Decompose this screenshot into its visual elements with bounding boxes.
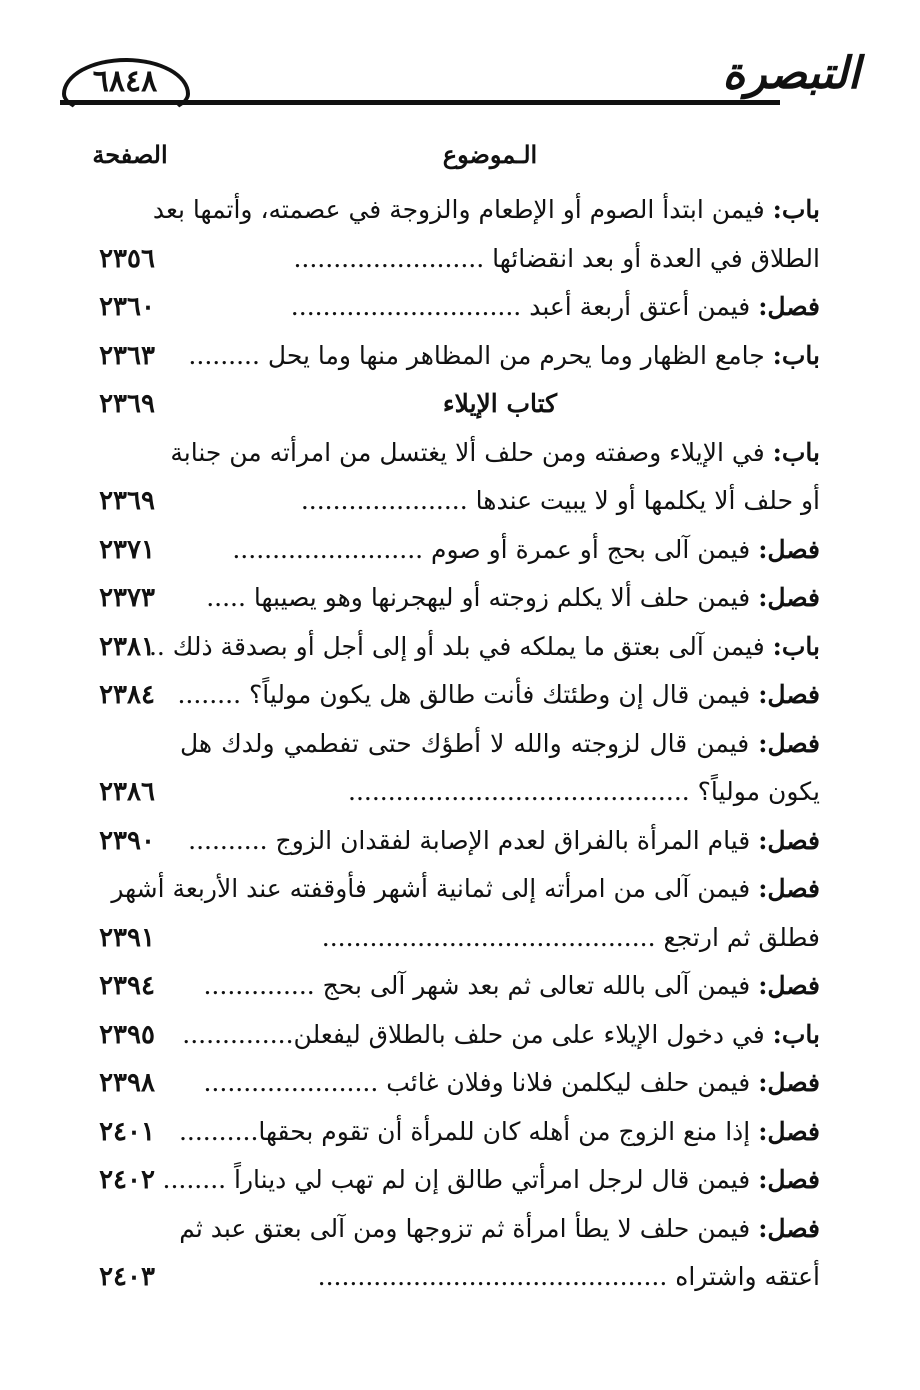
toc-entry-title: فيمن آلى من امرأته إلى ثمانية أشهر فأوقفته عند الأربعة أشهر [111, 874, 751, 903]
toc-entry-label: فصل: [758, 971, 820, 1000]
column-header-page: الصفحة [92, 140, 168, 169]
toc-entry-title: فيمن حلف لا يطأ امرأة ثم تزوجها ومن آلى بعتق عبد ثم [179, 1213, 751, 1243]
toc-entry-title: فيمن قال لزوجته والله لا أطؤك حتى تفطمي ولدك هل [180, 728, 750, 758]
toc-entry-text [152, 186, 820, 234]
column-header-topic: الـموضوع [442, 140, 538, 169]
toc-entry-text [180, 1205, 820, 1253]
toc-book-heading [180, 380, 820, 428]
toc-entry-title: فيمن قال إن وطئتك فأنت طالق هل يكون مولياً؟ ........ [177, 680, 751, 709]
toc-row [0, 817, 920, 866]
toc-entry-title: في دخول الإيلاء على من حلف بالطلاق ليفعلن.............. [182, 1019, 765, 1049]
toc-row-book-heading [0, 380, 920, 429]
toc-entry-page: ٢٤٠٣ [99, 1262, 155, 1292]
toc-entry-text [180, 962, 820, 1010]
toc-row [0, 574, 920, 623]
toc-entry-title: فطلق ثم ارتجع .......................................... [321, 922, 820, 952]
toc-entry-label: فصل: [758, 583, 820, 612]
toc-entry-text [180, 817, 820, 865]
toc-row [0, 1059, 920, 1108]
toc-entry-title: قيام المرأة بالفراق لعدم الإصابة لفقدان الزوج .......... [188, 825, 751, 855]
toc-row [0, 235, 920, 284]
toc-entry-text [180, 914, 820, 962]
toc-entry-text [180, 720, 820, 768]
column-headers [80, 140, 840, 180]
toc-row [0, 526, 920, 575]
toc-entry-page: ٢٣٦٣ [99, 340, 155, 371]
toc-entry-title: فيمن آلى بحج أو عمرة أو صوم ........................ [232, 534, 751, 564]
toc-entry-title: فيمن حلف ألا يكلم زوجته أو ليهجرنها وهو يصيبها ..... [206, 583, 751, 612]
toc-entry-title: كتاب الإيلاء [442, 389, 558, 418]
toc-row [0, 477, 920, 526]
toc-row [0, 283, 920, 332]
toc-entry-text [180, 574, 820, 622]
toc-entry-text [180, 768, 820, 816]
toc-entry-text [180, 526, 820, 574]
toc-entry-page: ٢٣٨٦ [99, 777, 155, 807]
toc-entry-title: أو حلف ألا يكلمها أو لا يبيت عندها ..................... [300, 486, 820, 515]
toc-entry-title: يكون مولياً؟ ........................................... [348, 777, 820, 806]
toc-entry-text [180, 1011, 820, 1059]
toc-entry-page: ٢٣٦٩ [99, 486, 155, 516]
toc-entry-page: ٢٣٩٠ [99, 825, 155, 856]
toc-entry-label: فصل: [758, 534, 820, 564]
toc-entry-text [180, 1253, 820, 1301]
toc-row [0, 1156, 920, 1205]
toc-entry-text [148, 623, 820, 671]
toc-entry-title: فيمن حلف ليكلمن فلانا وفلان غائب ...................... [203, 1068, 751, 1097]
toc-entry-label: فصل: [758, 1165, 820, 1194]
toc-entry-page: ٢٣٦٠ [99, 292, 155, 322]
toc-entry-title: فيمن آلى بعتق ما يملكه في بلد أو إلى أجل أو بصدقة ذلك .. [148, 631, 765, 661]
toc-entry-label: فصل: [758, 874, 820, 903]
toc-entry-page: ٢٤٠١ [99, 1116, 155, 1147]
toc-entry-title: إذا منع الزوج من أهله كان للمرأة أن تقوم بحقها.......... [178, 1116, 751, 1146]
toc-row [0, 1011, 920, 1060]
toc-entry-text [180, 1108, 820, 1156]
toc-row [0, 720, 920, 769]
toc-entry-page: ٢٤٠٢ [99, 1165, 155, 1195]
toc-entry-text [177, 671, 820, 719]
toc-entry-title: الطلاق في العدة أو بعد انقضائها ........................ [293, 243, 820, 273]
toc-entry-page: ٢٣٩٥ [99, 1019, 155, 1050]
toc-entry-label: باب: [772, 437, 820, 467]
toc-entry-title: في الإيلاء وصفته ومن حلف ألا يغتسل من امرأته من جنابة [170, 437, 765, 467]
toc-entry-page: ٢٣٧٣ [99, 583, 155, 613]
toc-entry-title: فيمن ابتدأ الصوم أو الإطعام والزوجة في عصمته، وأتمها بعد [152, 195, 765, 224]
toc-entry-page: ٢٣٨٤ [99, 680, 155, 710]
toc-row [0, 429, 920, 478]
toc-entry-page: ٢٣٩٤ [99, 971, 155, 1001]
toc-row [0, 865, 920, 914]
toc-entry-text [170, 429, 820, 477]
toc-entry-label: فصل: [758, 1116, 820, 1146]
toc-entry-text [180, 477, 820, 525]
toc-entry-title: أعتقه واشتراه ............................................ [317, 1262, 820, 1291]
toc-row [0, 1205, 920, 1254]
toc-entry-label: باب: [772, 340, 820, 370]
toc-entry-label: فصل: [758, 292, 820, 321]
toc-entry-text [180, 1059, 820, 1107]
book-title: التبصرة [722, 48, 860, 99]
toc-row [0, 186, 920, 235]
toc-entry-page: ٢٣٥٦ [99, 243, 155, 274]
toc-entry-page: ٢٣٧١ [99, 534, 155, 565]
toc-row [0, 962, 920, 1011]
page-header [60, 44, 860, 114]
toc-row [0, 768, 920, 817]
toc-row [0, 671, 920, 720]
toc-entry-label: فصل: [758, 1213, 820, 1243]
toc-entry-page: ٢٣٩٨ [99, 1068, 155, 1098]
toc-entry-label: فصل: [758, 1068, 820, 1097]
toc-row [0, 332, 920, 381]
toc-entry-page: ٢٣٩١ [99, 922, 155, 953]
toc-entry-label: فصل: [758, 825, 820, 855]
toc-entry-label: فصل: [758, 728, 821, 758]
toc-entry-title: فيمن أعتق أربعة أعبد ............................. [290, 292, 751, 321]
toc-entry-text [180, 332, 820, 380]
toc-entry-label: باب: [772, 631, 820, 661]
toc-entry-title: جامع الظهار وما يحرم من المظاهر منها وما يحل ......... [188, 340, 765, 370]
toc-entry-label: باب: [772, 195, 820, 224]
toc-entry-text [180, 235, 820, 283]
page-number: ٦٨٤٨ [92, 64, 158, 99]
toc-entry-text [162, 1156, 820, 1204]
table-of-contents [0, 186, 920, 1302]
toc-row [0, 914, 920, 963]
toc-entry-label: فصل: [758, 680, 820, 709]
toc-entry-text [111, 865, 820, 913]
toc-entry-page: ٢٣٦٩ [99, 389, 155, 419]
toc-row [0, 1253, 920, 1302]
toc-row [0, 1108, 920, 1157]
toc-entry-text [180, 283, 820, 331]
toc-entry-page: ٢٣٨١ [99, 631, 155, 662]
toc-entry-label: باب: [772, 1019, 820, 1049]
toc-entry-title: فيمن آلى بالله تعالى ثم بعد شهر آلى بحج .............. [203, 971, 751, 1000]
toc-row [0, 623, 920, 672]
toc-entry-title: فيمن قال لرجل امرأتي طالق إن لم تهب لي ديناراً ........ [162, 1165, 751, 1194]
